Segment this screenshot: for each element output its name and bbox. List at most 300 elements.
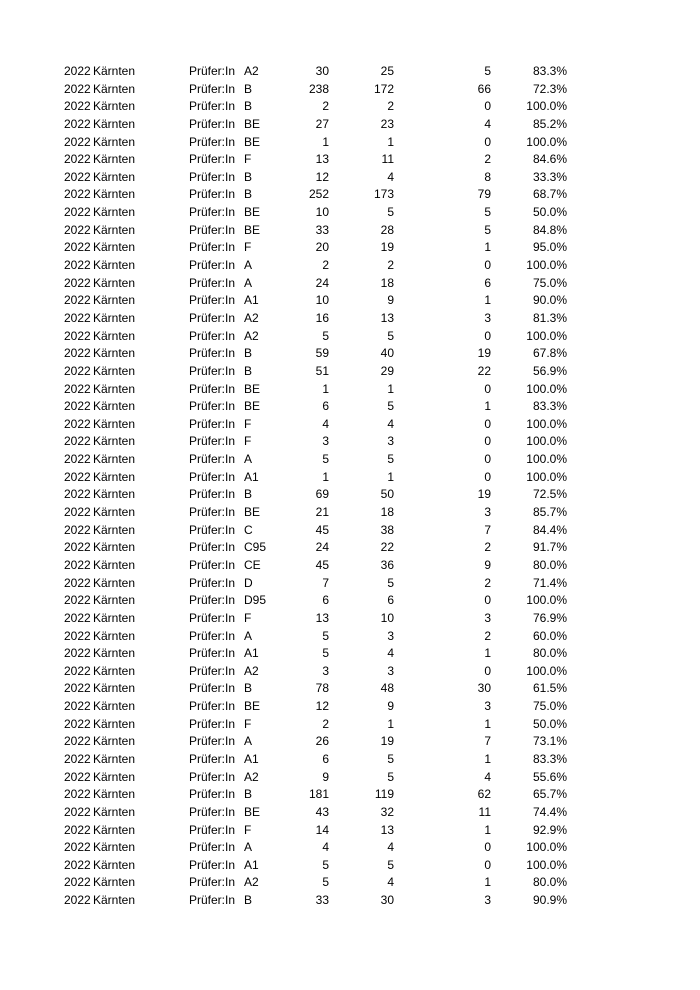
count-passed-cell: 5 — [387, 328, 394, 343]
pass-rate-cell: 74.4% — [532, 804, 567, 819]
class-cell: A — [244, 258, 253, 273]
table-row — [0, 822, 700, 840]
role-cell: Prüfer:In — [189, 822, 236, 837]
count-passed-cell: 5 — [387, 751, 394, 766]
pass-rate-cell: 100.0% — [526, 99, 567, 114]
state-cell: Kärnten — [93, 505, 136, 520]
class-cell: BE — [244, 804, 261, 819]
role-cell: Prüfer:In — [189, 769, 236, 784]
count-passed-cell: 1 — [387, 716, 394, 731]
year-cell: 2022 — [64, 275, 91, 290]
role-cell: Prüfer:In — [189, 399, 236, 414]
role-cell: Prüfer:In — [189, 169, 236, 184]
class-cell: F — [244, 152, 252, 167]
class-cell: A — [244, 734, 253, 749]
state-cell: Kärnten — [93, 134, 136, 149]
pass-rate-cell: 80.0% — [532, 875, 567, 890]
role-cell: Prüfer:In — [189, 346, 236, 361]
pass-rate-cell: 67.8% — [532, 346, 567, 361]
count-total-cell: 12 — [315, 169, 329, 184]
count-failed-cell: 0 — [484, 99, 491, 114]
state-cell: Kärnten — [93, 293, 136, 308]
table-row — [0, 592, 700, 610]
count-total-cell: 7 — [322, 575, 329, 590]
role-cell: Prüfer:In — [189, 840, 236, 855]
pass-rate-cell: 95.0% — [532, 240, 567, 255]
table-row — [0, 310, 700, 328]
table-row — [0, 134, 700, 152]
role-cell: Prüfer:In — [189, 434, 236, 449]
state-cell: Kärnten — [93, 875, 136, 890]
table-row — [0, 257, 700, 275]
pass-rate-cell: 100.0% — [526, 593, 567, 608]
pass-rate-cell: 100.0% — [526, 663, 567, 678]
role-cell: Prüfer:In — [189, 134, 236, 149]
state-cell: Kärnten — [93, 434, 136, 449]
count-total-cell: 43 — [315, 804, 329, 819]
table-row — [0, 81, 700, 99]
role-cell: Prüfer:In — [189, 452, 236, 467]
count-total-cell: 1 — [322, 381, 329, 396]
count-failed-cell: 3 — [484, 310, 491, 325]
state-cell: Kärnten — [93, 787, 136, 802]
year-cell: 2022 — [64, 646, 91, 661]
pass-rate-cell: 100.0% — [526, 857, 567, 872]
class-cell: F — [244, 716, 252, 731]
count-failed-cell: 79 — [477, 187, 491, 202]
table-row — [0, 98, 700, 116]
pass-rate-cell: 100.0% — [526, 469, 567, 484]
state-cell: Kärnten — [93, 804, 136, 819]
count-total-cell: 5 — [322, 875, 329, 890]
count-total-cell: 2 — [322, 258, 329, 273]
count-passed-cell: 5 — [387, 769, 394, 784]
table-row — [0, 116, 700, 134]
role-cell: Prüfer:In — [189, 469, 236, 484]
class-cell: CE — [244, 557, 261, 572]
count-total-cell: 238 — [308, 81, 329, 96]
count-passed-cell: 19 — [380, 240, 394, 255]
role-cell: Prüfer:In — [189, 646, 236, 661]
pass-rate-cell: 72.5% — [532, 487, 567, 502]
count-failed-cell: 0 — [484, 134, 491, 149]
count-failed-cell: 1 — [484, 822, 491, 837]
count-failed-cell: 0 — [484, 857, 491, 872]
role-cell: Prüfer:In — [189, 734, 236, 749]
count-failed-cell: 5 — [484, 222, 491, 237]
state-cell: Kärnten — [93, 258, 136, 273]
count-passed-cell: 36 — [380, 557, 394, 572]
count-total-cell: 27 — [315, 116, 329, 131]
count-total-cell: 4 — [322, 416, 329, 431]
state-cell: Kärnten — [93, 328, 136, 343]
count-passed-cell: 4 — [387, 875, 394, 890]
class-cell: F — [244, 416, 252, 431]
role-cell: Prüfer:In — [189, 187, 236, 202]
role-cell: Prüfer:In — [189, 275, 236, 290]
count-failed-cell: 5 — [484, 64, 491, 78]
role-cell: Prüfer:In — [189, 681, 236, 696]
count-passed-cell: 4 — [387, 840, 394, 855]
state-cell: Kärnten — [93, 593, 136, 608]
count-total-cell: 10 — [315, 293, 329, 308]
class-cell: A — [244, 840, 253, 855]
count-failed-cell: 0 — [484, 258, 491, 273]
class-cell: B — [244, 787, 253, 802]
table-row — [0, 769, 700, 787]
role-cell: Prüfer:In — [189, 751, 236, 766]
role-cell: Prüfer:In — [189, 99, 236, 114]
table-row — [0, 663, 700, 681]
year-cell: 2022 — [64, 522, 91, 537]
count-total-cell: 2 — [322, 716, 329, 731]
role-cell: Prüfer:In — [189, 416, 236, 431]
class-cell: A — [244, 275, 253, 290]
count-total-cell: 5 — [322, 452, 329, 467]
state-cell: Kärnten — [93, 399, 136, 414]
pass-rate-cell: 84.4% — [532, 522, 567, 537]
state-cell: Kärnten — [93, 540, 136, 555]
count-failed-cell: 1 — [484, 646, 491, 661]
state-cell: Kärnten — [93, 751, 136, 766]
year-cell: 2022 — [64, 663, 91, 678]
year-cell: 2022 — [64, 699, 91, 714]
table-row — [0, 786, 700, 804]
role-cell: Prüfer:In — [189, 258, 236, 273]
table-row — [0, 416, 700, 434]
table-row — [0, 292, 700, 310]
state-cell: Kärnten — [93, 81, 136, 96]
table-row — [0, 557, 700, 575]
pass-rate-cell: 72.3% — [532, 81, 567, 96]
class-cell: D — [244, 575, 253, 590]
count-passed-cell: 19 — [380, 734, 394, 749]
state-cell: Kärnten — [93, 240, 136, 255]
year-cell: 2022 — [64, 328, 91, 343]
state-cell: Kärnten — [93, 310, 136, 325]
role-cell: Prüfer:In — [189, 716, 236, 731]
pass-rate-cell: 83.3% — [532, 399, 567, 414]
year-cell: 2022 — [64, 787, 91, 802]
state-cell: Kärnten — [93, 734, 136, 749]
state-cell: Kärnten — [93, 381, 136, 396]
count-passed-cell: 30 — [380, 893, 394, 908]
class-cell: BE — [244, 116, 261, 131]
count-failed-cell: 2 — [484, 152, 491, 167]
class-cell: BE — [244, 399, 261, 414]
role-cell: Prüfer:In — [189, 787, 236, 802]
class-cell: B — [244, 169, 253, 184]
count-total-cell: 20 — [315, 240, 329, 255]
class-cell: B — [244, 81, 253, 96]
year-cell: 2022 — [64, 734, 91, 749]
count-passed-cell: 2 — [387, 258, 394, 273]
count-total-cell: 12 — [315, 699, 329, 714]
class-cell: B — [244, 346, 253, 361]
count-total-cell: 6 — [322, 593, 329, 608]
count-failed-cell: 0 — [484, 469, 491, 484]
role-cell: Prüfer:In — [189, 310, 236, 325]
year-cell: 2022 — [64, 875, 91, 890]
pass-rate-cell: 75.0% — [532, 699, 567, 714]
year-cell: 2022 — [64, 434, 91, 449]
state-cell: Kärnten — [93, 893, 136, 908]
count-passed-cell: 10 — [380, 610, 394, 625]
year-cell: 2022 — [64, 716, 91, 731]
year-cell: 2022 — [64, 363, 91, 378]
count-total-cell: 181 — [308, 787, 329, 802]
pass-rate-cell: 100.0% — [526, 328, 567, 343]
table-row — [0, 857, 700, 875]
role-cell: Prüfer:In — [189, 328, 236, 343]
count-passed-cell: 22 — [380, 540, 394, 555]
class-cell: A — [244, 452, 253, 467]
class-cell: F — [244, 610, 252, 625]
class-cell: A — [244, 628, 253, 643]
state-cell: Kärnten — [93, 840, 136, 855]
count-passed-cell: 119 — [374, 787, 394, 802]
count-failed-cell: 0 — [484, 663, 491, 678]
class-cell: BE — [244, 205, 261, 220]
class-cell: B — [244, 363, 253, 378]
pass-rate-cell: 56.9% — [532, 363, 567, 378]
year-cell: 2022 — [64, 610, 91, 625]
count-failed-cell: 1 — [484, 399, 491, 414]
year-cell: 2022 — [64, 628, 91, 643]
count-passed-cell: 50 — [380, 487, 394, 502]
class-cell: A2 — [244, 875, 259, 890]
class-cell: BE — [244, 505, 261, 520]
count-total-cell: 1 — [322, 469, 329, 484]
count-failed-cell: 1 — [484, 240, 491, 255]
count-passed-cell: 1 — [387, 381, 394, 396]
state-cell: Kärnten — [93, 452, 136, 467]
count-failed-cell: 1 — [484, 293, 491, 308]
year-cell: 2022 — [64, 99, 91, 114]
table-row — [0, 839, 700, 857]
count-failed-cell: 2 — [484, 575, 491, 590]
table-row — [0, 204, 700, 222]
role-cell: Prüfer:In — [189, 628, 236, 643]
role-cell: Prüfer:In — [189, 205, 236, 220]
table-row — [0, 345, 700, 363]
state-cell: Kärnten — [93, 152, 136, 167]
count-total-cell: 3 — [322, 434, 329, 449]
pass-rate-cell: 85.2% — [532, 116, 567, 131]
count-total-cell: 5 — [322, 857, 329, 872]
count-total-cell: 33 — [315, 893, 329, 908]
count-failed-cell: 62 — [477, 787, 491, 802]
count-passed-cell: 18 — [380, 275, 394, 290]
role-cell: Prüfer:In — [189, 593, 236, 608]
count-passed-cell: 5 — [387, 205, 394, 220]
table-row — [0, 451, 700, 469]
count-passed-cell: 18 — [380, 505, 394, 520]
count-passed-cell: 38 — [380, 522, 394, 537]
class-cell: BE — [244, 699, 261, 714]
year-cell: 2022 — [64, 222, 91, 237]
pass-rate-cell: 83.3% — [532, 64, 567, 78]
count-passed-cell: 29 — [380, 363, 394, 378]
count-total-cell: 3 — [322, 663, 329, 678]
state-cell: Kärnten — [93, 416, 136, 431]
count-total-cell: 69 — [315, 487, 329, 502]
table-row — [0, 169, 700, 187]
year-cell: 2022 — [64, 381, 91, 396]
count-failed-cell: 2 — [484, 628, 491, 643]
pass-rate-cell: 60.0% — [532, 628, 567, 643]
role-cell: Prüfer:In — [189, 505, 236, 520]
count-total-cell: 24 — [315, 540, 329, 555]
state-cell: Kärnten — [93, 275, 136, 290]
count-passed-cell: 32 — [380, 804, 394, 819]
pass-rate-cell: 76.9% — [532, 610, 567, 625]
pass-rate-cell: 84.6% — [532, 152, 567, 167]
state-cell: Kärnten — [93, 346, 136, 361]
class-cell: A2 — [244, 310, 259, 325]
class-cell: BE — [244, 134, 261, 149]
role-cell: Prüfer:In — [189, 487, 236, 502]
count-passed-cell: 1 — [387, 469, 394, 484]
year-cell: 2022 — [64, 557, 91, 572]
class-cell: B — [244, 99, 253, 114]
count-passed-cell: 9 — [387, 699, 394, 714]
count-failed-cell: 19 — [477, 346, 491, 361]
count-total-cell: 24 — [315, 275, 329, 290]
year-cell: 2022 — [64, 840, 91, 855]
data-table — [0, 63, 700, 910]
count-passed-cell: 25 — [380, 64, 394, 78]
count-failed-cell: 3 — [484, 505, 491, 520]
role-cell: Prüfer:In — [189, 893, 236, 908]
count-total-cell: 21 — [315, 505, 329, 520]
class-cell: B — [244, 681, 253, 696]
role-cell: Prüfer:In — [189, 575, 236, 590]
class-cell: A1 — [244, 751, 259, 766]
count-passed-cell: 5 — [387, 857, 394, 872]
role-cell: Prüfer:In — [189, 610, 236, 625]
count-failed-cell: 9 — [484, 557, 491, 572]
count-failed-cell: 6 — [484, 275, 491, 290]
count-passed-cell: 3 — [387, 663, 394, 678]
class-cell: F — [244, 434, 252, 449]
year-cell: 2022 — [64, 593, 91, 608]
pass-rate-cell: 100.0% — [526, 381, 567, 396]
year-cell: 2022 — [64, 81, 91, 96]
state-cell: Kärnten — [93, 646, 136, 661]
state-cell: Kärnten — [93, 187, 136, 202]
pass-rate-cell: 100.0% — [526, 416, 567, 431]
year-cell: 2022 — [64, 822, 91, 837]
class-cell: BE — [244, 222, 261, 237]
pass-rate-cell: 33.3% — [532, 169, 567, 184]
year-cell: 2022 — [64, 575, 91, 590]
count-total-cell: 5 — [322, 328, 329, 343]
class-cell: BE — [244, 381, 261, 396]
year-cell: 2022 — [64, 293, 91, 308]
count-failed-cell: 0 — [484, 593, 491, 608]
year-cell: 2022 — [64, 681, 91, 696]
year-cell: 2022 — [64, 205, 91, 220]
role-cell: Prüfer:In — [189, 381, 236, 396]
state-cell: Kärnten — [93, 610, 136, 625]
count-failed-cell: 3 — [484, 893, 491, 908]
count-failed-cell: 1 — [484, 875, 491, 890]
pass-rate-cell: 71.4% — [532, 575, 567, 590]
class-cell: C95 — [244, 540, 267, 555]
class-cell: A2 — [244, 663, 259, 678]
table-row — [0, 63, 700, 81]
count-passed-cell: 13 — [380, 310, 394, 325]
table-row — [0, 645, 700, 663]
count-failed-cell: 1 — [484, 716, 491, 731]
count-passed-cell: 5 — [387, 575, 394, 590]
year-cell: 2022 — [64, 857, 91, 872]
table-row — [0, 610, 700, 628]
table-row — [0, 486, 700, 504]
state-cell: Kärnten — [93, 99, 136, 114]
count-total-cell: 4 — [322, 840, 329, 855]
role-cell: Prüfer:In — [189, 222, 236, 237]
state-cell: Kärnten — [93, 575, 136, 590]
table-row — [0, 186, 700, 204]
state-cell: Kärnten — [93, 116, 136, 131]
count-failed-cell: 1 — [484, 751, 491, 766]
class-cell: A1 — [244, 857, 259, 872]
count-total-cell: 2 — [322, 99, 329, 114]
state-cell: Kärnten — [93, 663, 136, 678]
state-cell: Kärnten — [93, 363, 136, 378]
year-cell: 2022 — [64, 540, 91, 555]
pass-rate-cell: 80.0% — [532, 557, 567, 572]
year-cell: 2022 — [64, 804, 91, 819]
role-cell: Prüfer:In — [189, 81, 236, 96]
count-total-cell: 6 — [322, 751, 329, 766]
class-cell: D95 — [244, 593, 267, 608]
pass-rate-cell: 55.6% — [532, 769, 567, 784]
year-cell: 2022 — [64, 452, 91, 467]
count-passed-cell: 5 — [387, 399, 394, 414]
pass-rate-cell: 75.0% — [532, 275, 567, 290]
pass-rate-cell: 100.0% — [526, 840, 567, 855]
class-cell: A1 — [244, 293, 259, 308]
year-cell: 2022 — [64, 152, 91, 167]
table-row — [0, 680, 700, 698]
role-cell: Prüfer:In — [189, 857, 236, 872]
year-cell: 2022 — [64, 893, 91, 908]
table-row — [0, 874, 700, 892]
year-cell: 2022 — [64, 346, 91, 361]
table-row — [0, 575, 700, 593]
count-total-cell: 5 — [322, 646, 329, 661]
class-cell: F — [244, 822, 252, 837]
count-failed-cell: 2 — [484, 540, 491, 555]
table-row — [0, 628, 700, 646]
role-cell: Prüfer:In — [189, 522, 236, 537]
pass-rate-cell: 100.0% — [526, 134, 567, 149]
state-cell: Kärnten — [93, 769, 136, 784]
count-failed-cell: 19 — [477, 487, 491, 502]
count-total-cell: 5 — [322, 628, 329, 643]
count-failed-cell: 0 — [484, 328, 491, 343]
year-cell: 2022 — [64, 487, 91, 502]
role-cell: Prüfer:In — [189, 557, 236, 572]
state-cell: Kärnten — [93, 64, 136, 78]
count-failed-cell: 0 — [484, 416, 491, 431]
count-failed-cell: 3 — [484, 699, 491, 714]
count-failed-cell: 7 — [484, 734, 491, 749]
state-cell: Kärnten — [93, 557, 136, 572]
